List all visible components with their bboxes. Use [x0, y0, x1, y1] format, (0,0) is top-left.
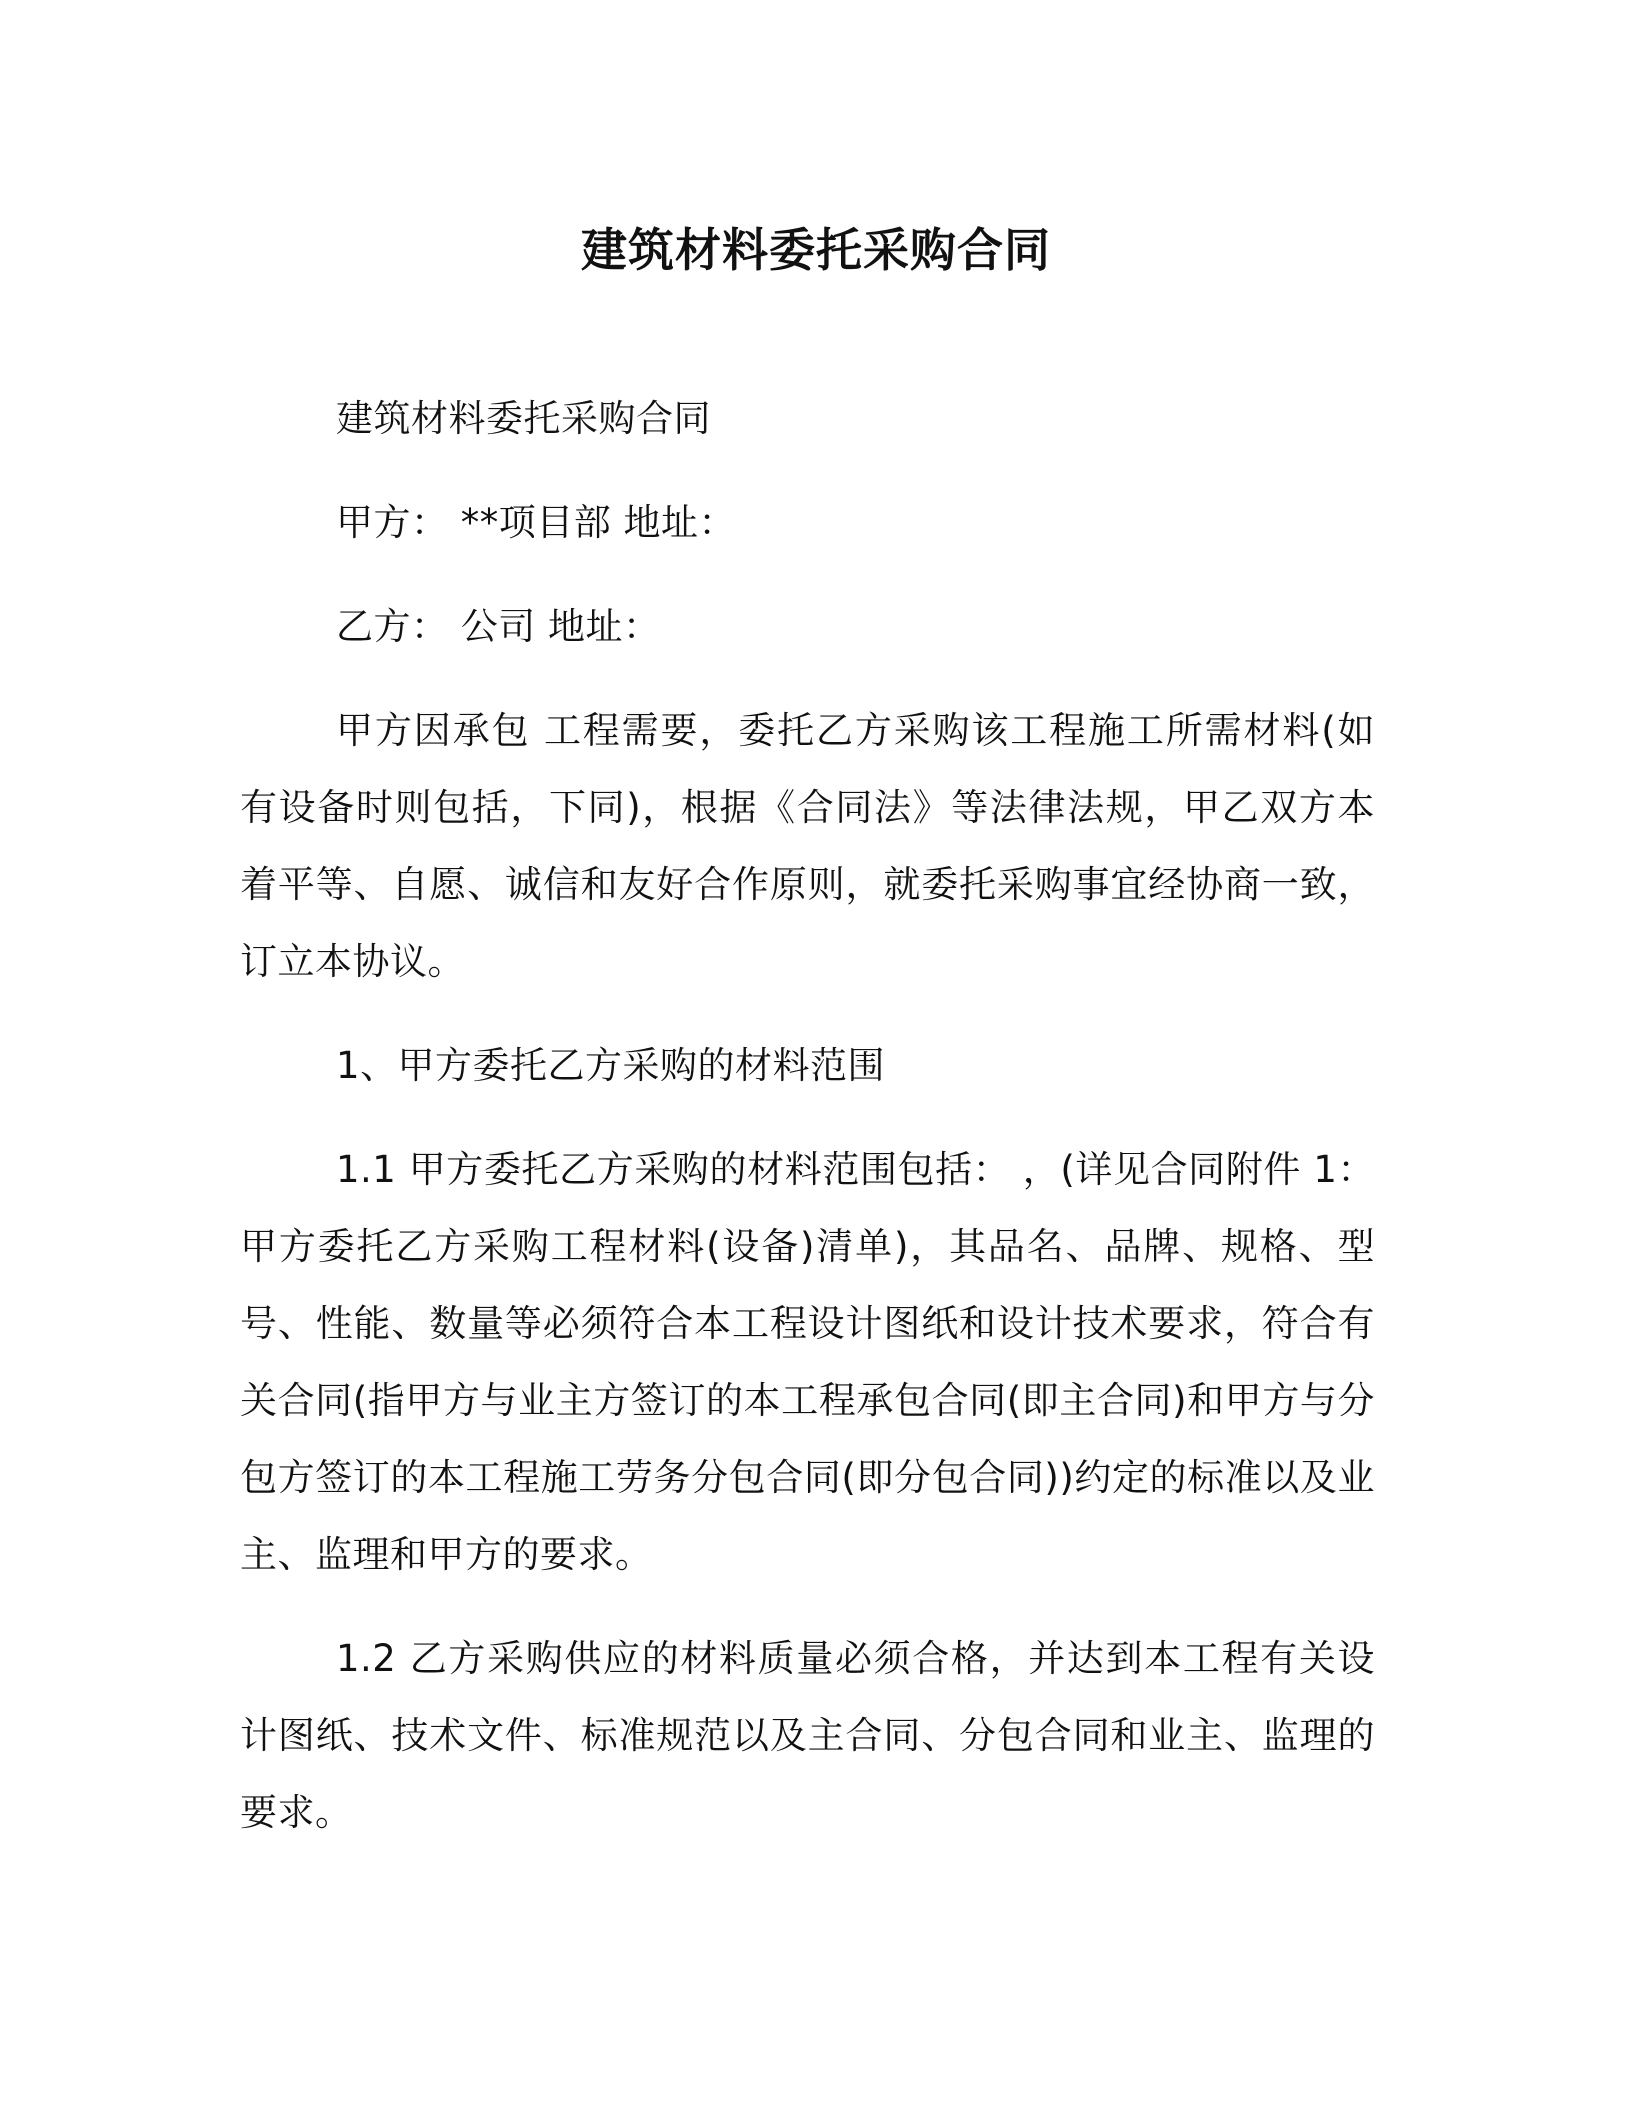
paragraph-subtitle: 建筑材料委托采购合同	[336, 397, 711, 440]
paragraph-party-b: 乙方： 公司 地址：	[336, 605, 661, 648]
paragraph-party-a: 甲方： **项目部 地址：	[336, 501, 737, 544]
section-heading-1: 1、甲方委托乙方采购的材料范围	[336, 1044, 886, 1087]
clause-1-2: 1.2 乙方采购供应的材料质量必须合格，并达到本工程有关设计图纸、技术文件、标准规范以及主合同、分包合同和业主、监理的要求。	[240, 1637, 1375, 1834]
clause-1-1: 1.1 甲方委托乙方采购的材料范围包括： ，(详见合同附件 1：甲方委托乙方采购工程材料(设备)清单)，其品名、品牌、规格、型号、性能、数量等必须符合本工程设计图纸和设计技术要求，符合有关合同(指甲方与业主方签订的本工程承包合同(即主合同)和甲方与分包方签订的本工程施工劳务分包合同(即分包合同))约定的标准以及业主、监理和甲方的要求。	[240, 1148, 1375, 1576]
document-body	[240, 380, 1375, 1851]
paragraph-preamble: 甲方因承包 工程需要，委托乙方采购该工程施工所需材料(如有设备时则包括，下同)，根据《合同法》等法律法规，甲乙双方本着平等、自愿、诚信和友好合作原则，就委托采购事宜经协商一致，订立本协议。	[240, 709, 1375, 983]
document-title: 建筑材料委托采购合同	[581, 223, 1051, 277]
